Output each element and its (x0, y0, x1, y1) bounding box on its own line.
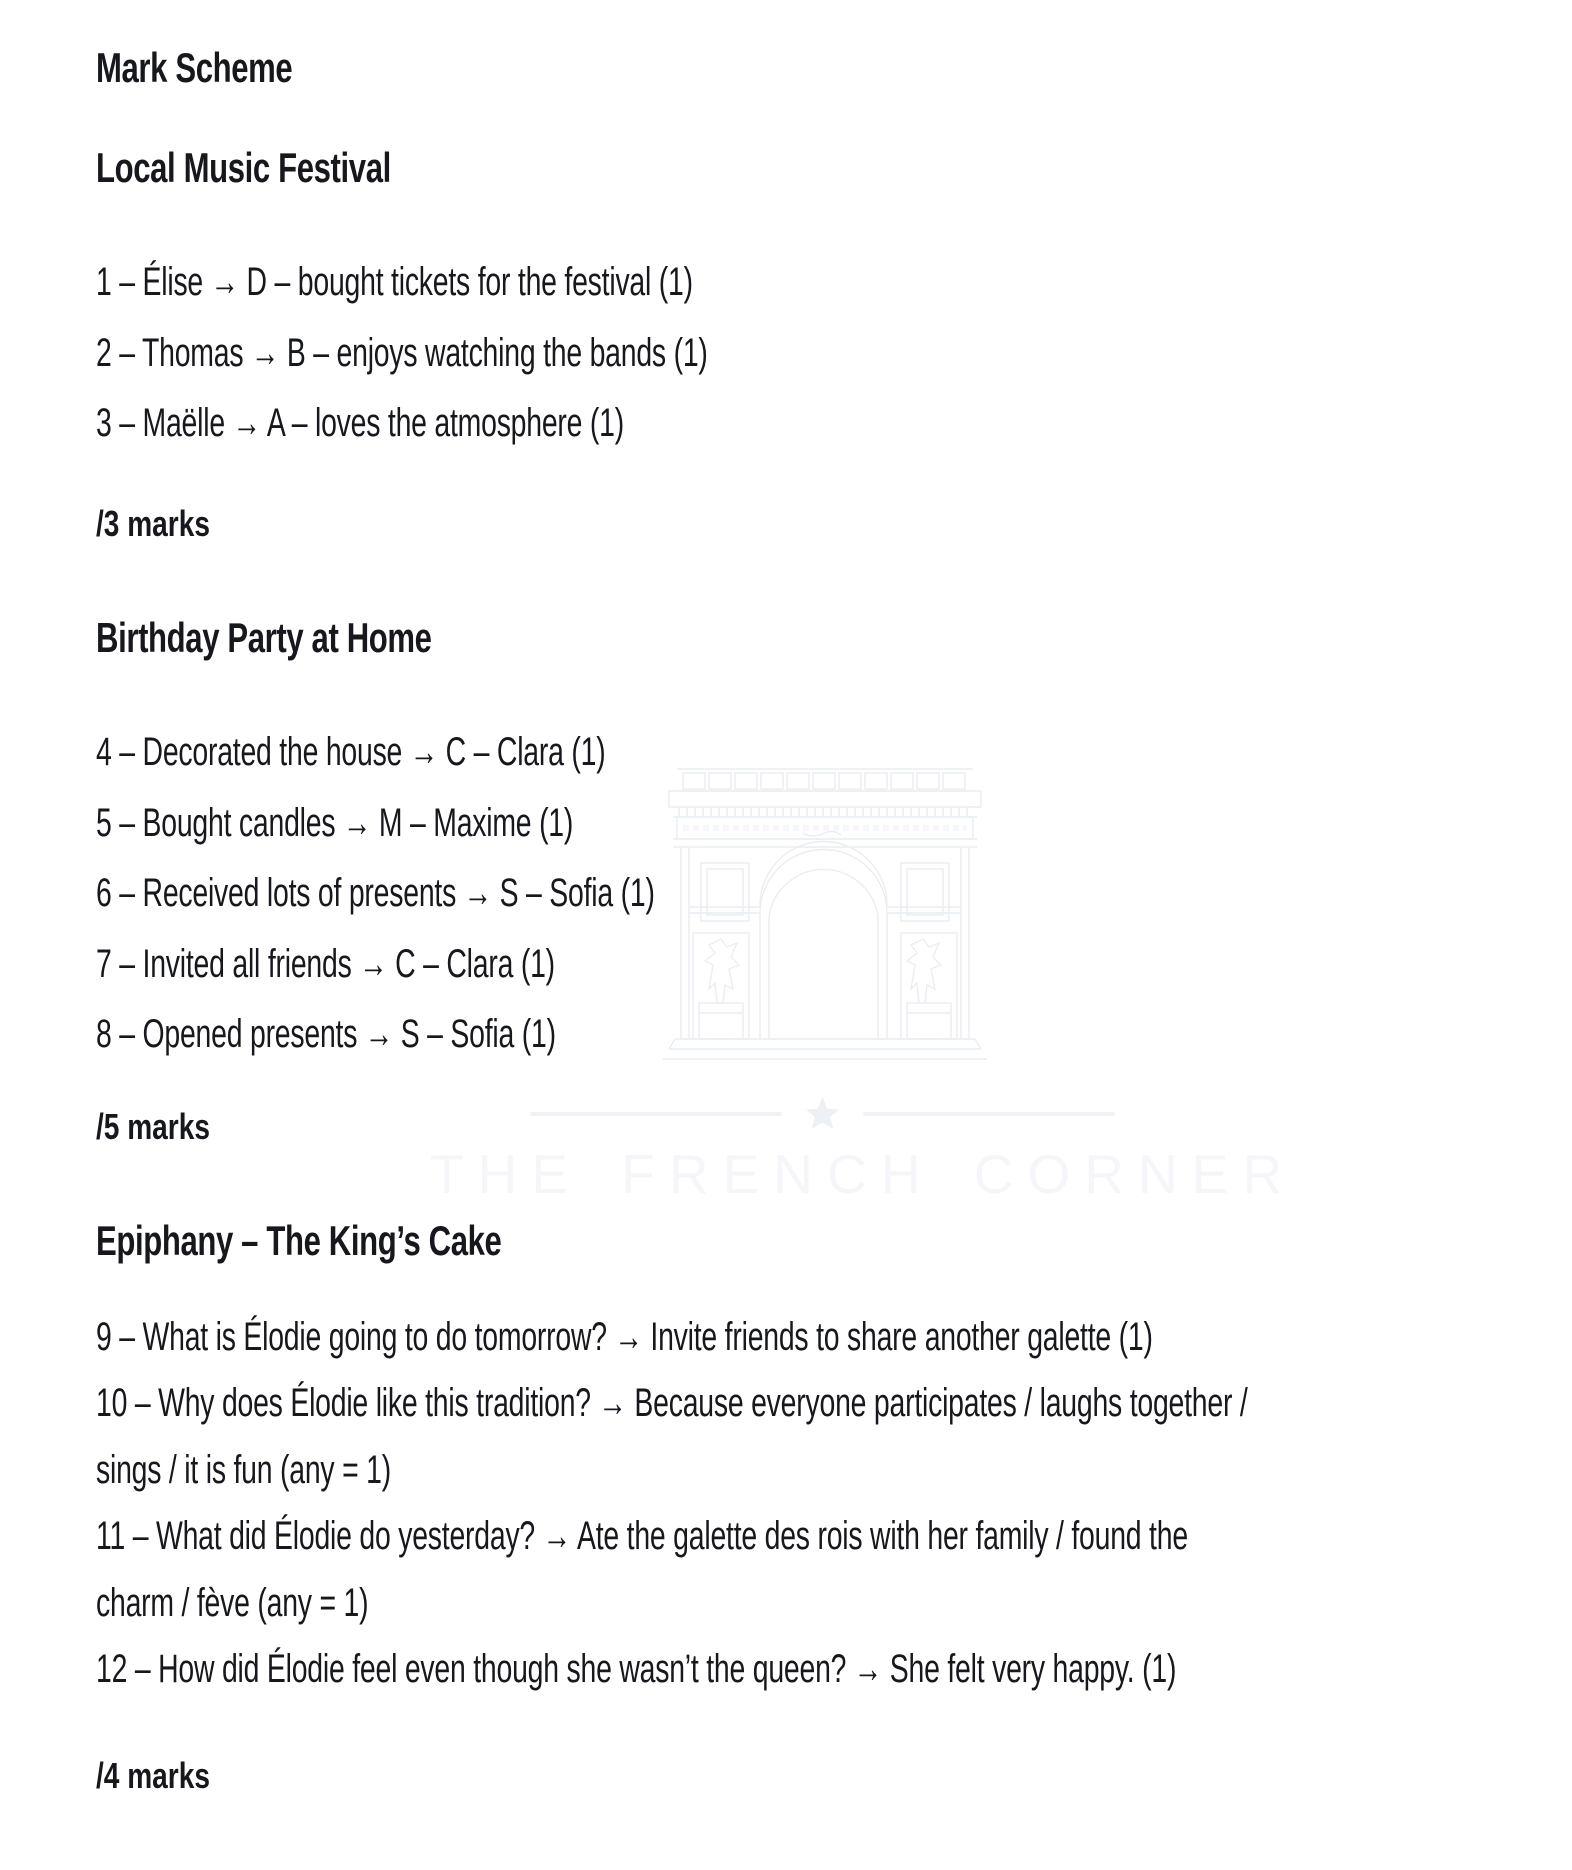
answer-line: 2 – Thomas → B – enjoys watching the bands (1) (96, 330, 708, 375)
answer-line: 6 – Received lots of presents → S – Sofia (1) (96, 871, 655, 915)
answer-list-epiphany (96, 1304, 1572, 1702)
marks-total: /5 marks (96, 1106, 210, 1147)
answer-line: 12 – How did Élodie feel even though she wasn’t the queen? → She felt very happy. (1) (96, 1646, 1177, 1691)
answer-line: 9 – What is Élodie going to do tomorrow? → Invite friends to share another galette (1) (96, 1315, 1153, 1359)
marks-total: /3 marks (96, 503, 210, 544)
answer-line-wrap: sings / it is fun (any = 1) (96, 1447, 391, 1492)
answer-line-wrap: charm / fève (any = 1) (96, 1580, 369, 1625)
section-heading-epiphany: Epiphany – The King’s Cake (96, 1217, 502, 1264)
answer-list-local-music-festival (96, 247, 958, 459)
answer-line: 4 – Decorated the house → C – Clara (1) (96, 730, 606, 774)
answer-line: 1 – Élise → D – bought tickets for the festival (1) (96, 260, 693, 304)
answer-list-birthday-party (96, 717, 883, 1070)
answer-line: 11 – What did Élodie do yesterday? → Ate the galette des rois with her family / found the (96, 1514, 1188, 1559)
marks-total: /4 marks (96, 1755, 210, 1796)
section-heading-local-music-festival: Local Music Festival (96, 144, 391, 191)
answer-line: 7 – Invited all friends → C – Clara (1) (96, 941, 555, 986)
section-heading-birthday-party: Birthday Party at Home (96, 614, 432, 661)
answer-line: 5 – Bought candles → M – Maxime (1) (96, 800, 574, 845)
answer-line: 10 – Why does Élodie like this tradition? → Because everyone participates / laughs together / (96, 1381, 1248, 1426)
answer-line: 3 – Maëlle → A – loves the atmosphere (1) (96, 401, 625, 445)
answer-line: 8 – Opened presents → S – Sofia (1) (96, 1012, 556, 1056)
watermark-brand-text: THE FRENCH CORNER (430, 1143, 1297, 1205)
page-title: Mark Scheme (96, 44, 293, 91)
